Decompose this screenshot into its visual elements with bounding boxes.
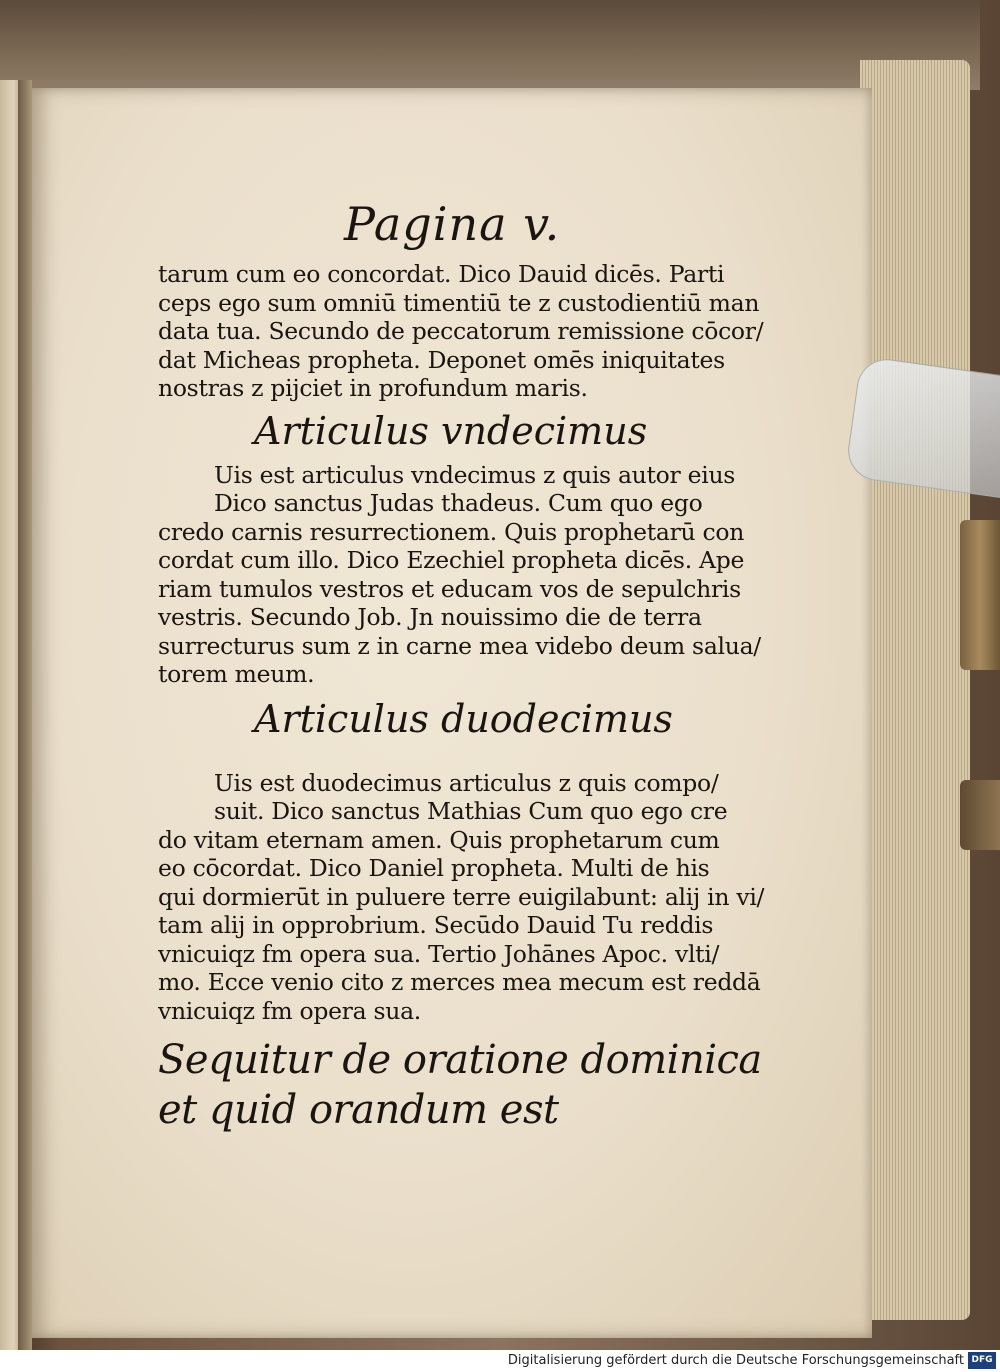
text-line: surrecturus sum z in carne mea videbo deum salua/ [158, 631, 761, 660]
footer-bar [0, 1350, 1000, 1372]
text-line: nostras z pijciet in profundum maris. [158, 374, 588, 402]
text-line: mo. Ecce venio cito z merces mea mecum est reddā [158, 968, 761, 996]
text-line: riam tumulos vestros et educam vos de sepulchris [158, 574, 741, 603]
glass-page-weight [844, 355, 1000, 498]
page-text-block [158, 196, 765, 1135]
book-gutter [18, 80, 32, 1350]
text-line: vestris. Secundo Job. Jn nouissimo die de terra [158, 603, 702, 631]
text-line: ceps ego sum omniū timentiū te z custodientiū man [158, 288, 760, 317]
text-line: do vitam eternam amen. Quis prophetarum cum [158, 825, 720, 854]
text-line: qui dormierūt in puluere terre euigilabunt: alij in vi/ [158, 882, 765, 911]
text-line: vnicuiqz fm opera sua. Tertio Johānes Apoc. vlti/ [158, 939, 720, 968]
text-line: suit. Dico sanctus Mathias Cum quo ego cre [214, 797, 728, 825]
text-line: data tua. Secundo de peccatorum remissione cōcor/ [158, 317, 764, 345]
text-line: Uis est duodecimus articulus z quis compo/ [214, 768, 719, 797]
section-heading-11: Articulus vndecimus [254, 408, 648, 453]
clasp-lower [960, 780, 1000, 850]
text-line: credo carnis resurrectionem. Quis prophetarū con [158, 517, 745, 546]
book-cover-top [0, 0, 980, 90]
intro-paragraph [158, 260, 764, 403]
closing-heading-line: Sequitur de oratione dominica [158, 1037, 762, 1083]
clasp-upper [960, 520, 1000, 670]
dfg-logo: DFG [968, 1352, 996, 1369]
text-line: cordat cum illo. Dico Ezechiel propheta dicēs. Ape [158, 546, 745, 574]
text-line: torem meum. [158, 660, 315, 688]
page-stack-edge [860, 60, 970, 1320]
text-line: Dico sanctus Judas thadeus. Cum quo ego [214, 489, 703, 517]
text-line: Uis est articulus vndecimus z quis autor eius [214, 460, 736, 489]
text-line: vnicuiqz fm opera sua. [158, 996, 421, 1025]
running-head: Pagina v. [344, 197, 561, 251]
article-11-paragraph [158, 460, 761, 689]
article-12-paragraph [158, 768, 765, 1026]
section-heading-12: Articulus duodecimus [254, 696, 673, 741]
footer-credit: Digitalisierung gefördert durch die Deutsche Forschungsgemeinschaft [507, 1353, 964, 1368]
text-line: eo cōcordat. Dico Daniel propheta. Multi de his [158, 854, 710, 882]
text-line: tam alij in opprobrium. Secūdo Dauid Tu reddis [158, 911, 714, 939]
text-line: dat Micheas propheta. Deponet omēs iniquitates [158, 345, 725, 374]
text-line: tarum cum eo concordat. Dico Dauid dicēs. Parti [158, 260, 725, 288]
closing-heading-line: et quid orandum est [158, 1087, 559, 1133]
